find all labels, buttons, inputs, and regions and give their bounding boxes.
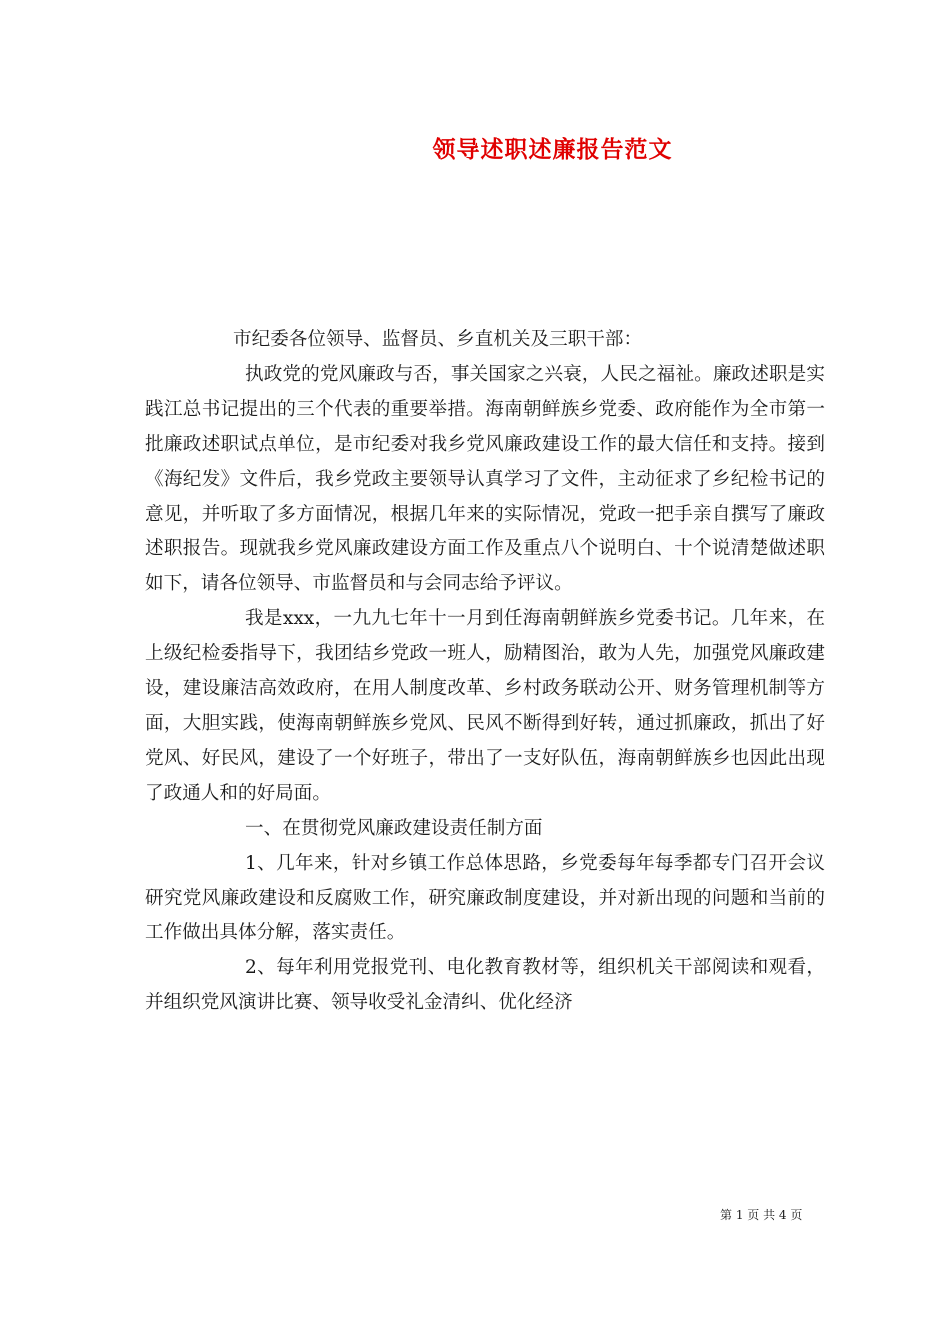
page-title: 领导述职述廉报告范文 [432,136,673,163]
section-paragraph-1: 1、几年来，针对乡镇工作总体思路，乡党委每年每季都专门召开会议研究党风廉政建设和反腐败工作，研究廉政制度建设，并对新出现的问题和当前的工作做出具体分解，落实责任。 [145,852,825,944]
section-heading: 一、在贯彻党风廉政建设责任制方面 [245,817,543,839]
document-body [145,323,825,1021]
paragraph-intro: 执政党的党风廉政与否，事关国家之兴衰，人民之福祉。廉政述职是实践江总书记提出的三个代表的重要举措。海南朝鲜族乡党委、政府能作为全市第一批廉政述职试点单位，是市纪委对我乡党风廉政建设工作的最大信任和支持。接到《海纪发》文件后，我乡党政主要领导认真学习了文件，主动征求了乡纪检书记的意见，并听取了多方面情况，根据几年来的实际情况，党政一把手亲自撰写了廉政述职报告。现就我乡党风廉政建设方面工作及重点八个说明白、十个说清楚做述职如下，请各位领导、市监督员和与会同志给予评议。 [145,363,825,595]
section-paragraph-2: 2、每年利用党报党刊、电化教育教材等，组织机关干部阅读和观看，并组织党风演讲比赛、领导收受礼金清纠、优化经济 [145,957,825,1014]
paragraph-self-introduction: 我是xxx，一九九七年十一月到任海南朝鲜族乡党委书记。几年来，在上级纪检委指导下，我团结乡党政一班人，励精图治，敢为人先，加强党风廉政建设，建设廉洁高效政府，在用人制度改革、乡村政务联动公开、财务管理机制等方面，大胆实践，使海南朝鲜族乡党风、民风不断得到好转，通过抓廉政，抓出了好党风、好民风，建设了一个好班子，带出了一支好队伍，海南朝鲜族乡也因此出现了政通人和的好局面。 [145,608,825,804]
salutation: 市纪委各位领导、监督员、乡直机关及三职干部： [233,329,643,350]
page-number: 第 1 页 共 4 页 [720,1208,803,1222]
